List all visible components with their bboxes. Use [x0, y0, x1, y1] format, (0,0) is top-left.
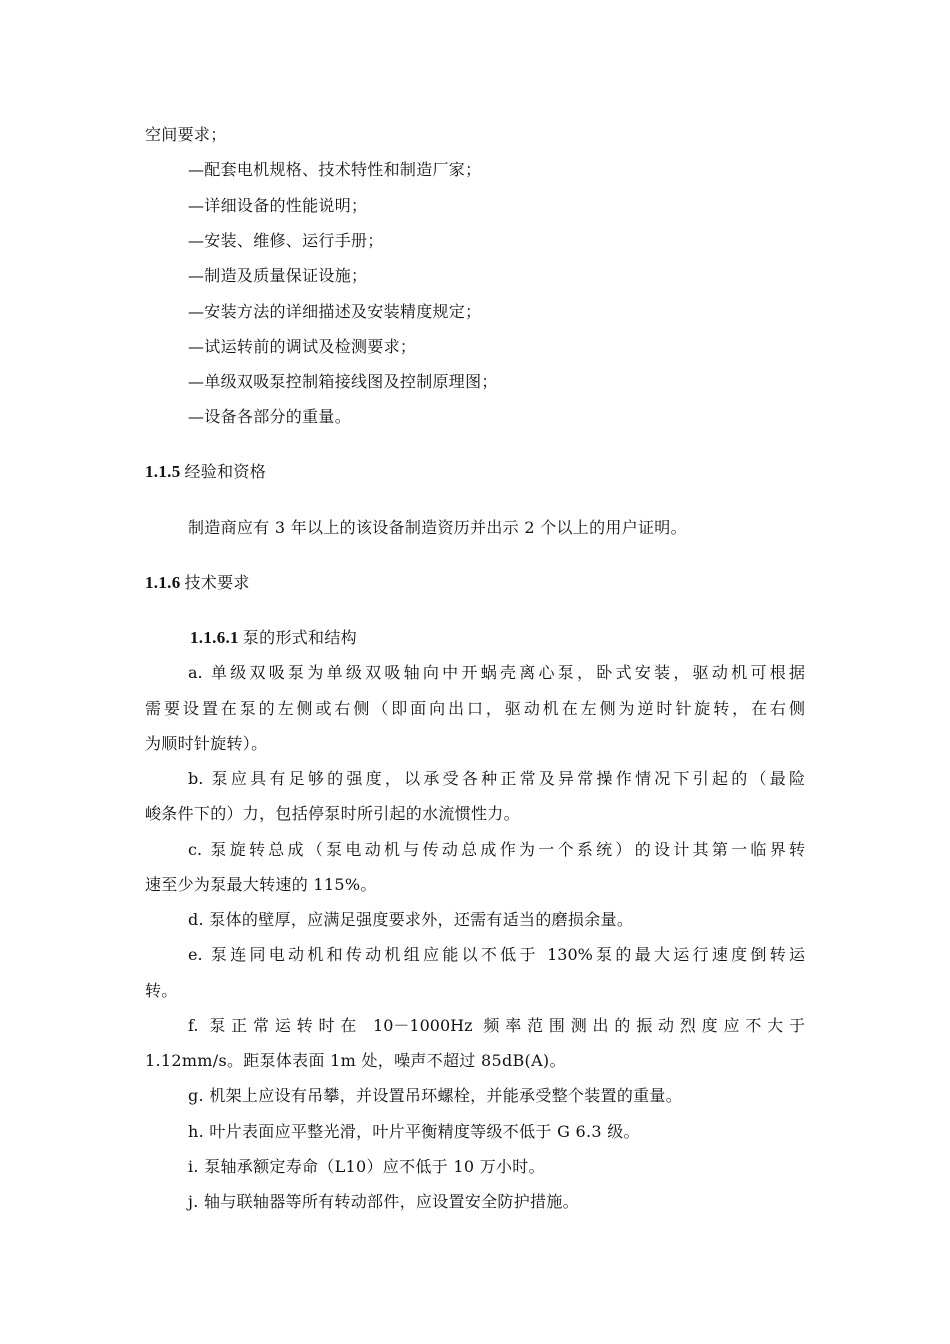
- section-number: 1.1.5: [145, 462, 181, 481]
- item-c-line2: 速至少为泵最大转速的 115%。: [145, 875, 377, 894]
- item-f-line2: 1.12mm/s。距泵体表面 1m 处，噪声不超过 85dB(A)。: [145, 1051, 566, 1070]
- list-item: —安装、维修、运行手册；: [188, 231, 384, 250]
- item-a-line1: a. 单级双吸泵为单级双吸轴向中开蜗壳离心泵，卧式安装，驱动机可根据: [188, 663, 805, 682]
- list-item: —设备各部分的重量。: [188, 407, 352, 426]
- item-i: i. 泵轴承额定寿命（L10）应不低于 10 万小时。: [188, 1157, 545, 1176]
- list-item: —单级双吸泵控制箱接线图及控制原理图；: [188, 372, 498, 391]
- list-item: —试运转前的调试及检测要求；: [188, 337, 417, 356]
- item-e-line1: e. 泵连同电动机和传动机组应能以不低于 130%泵的最大运行速度倒转运: [188, 945, 805, 964]
- item-f-line1: f. 泵正常运转时在 10－1000Hz 频率范围测出的振动烈度应不大于: [188, 1016, 805, 1035]
- item-a-line3: 为顺时针旋转）。: [145, 734, 268, 753]
- list-item: —配套电机规格、技术特性和制造厂家；: [188, 160, 482, 179]
- item-c-line1: c. 泵旋转总成（泵电动机与传动总成作为一个系统）的设计其第一临界转: [188, 840, 805, 859]
- list-item: —详细设备的性能说明；: [188, 196, 368, 215]
- item-b-line1: b. 泵应具有足够的强度，以承受各种正常及异常操作情况下引起的（最险: [188, 769, 805, 788]
- item-e-line2: 转。: [145, 981, 178, 1000]
- item-g: g. 机架上应设有吊攀，并设置吊环螺栓，并能承受整个装置的重量。: [188, 1086, 683, 1105]
- item-j: j. 轴与联轴器等所有转动部件，应设置安全防护措施。: [188, 1192, 579, 1211]
- paragraph: 制造商应有 3 年以上的该设备制造资历并出示 2 个以上的用户证明。: [188, 518, 687, 537]
- item-b-line2: 峻条件下的）力，包括停泵时所引起的水流惯性力。: [145, 804, 520, 823]
- item-d: d. 泵体的壁厚，应满足强度要求外，还需有适当的磨损余量。: [188, 910, 634, 929]
- subsection-number: 1.1.6.1: [190, 628, 239, 647]
- section-title: 经验和资格: [184, 462, 267, 481]
- section-title: 技术要求: [184, 573, 250, 592]
- item-h: h. 叶片表面应平整光滑，叶片平衡精度等级不低于 G 6.3 级。: [188, 1122, 640, 1141]
- section-number: 1.1.6: [145, 573, 181, 592]
- list-item: —安装方法的详细描述及安装精度规定；: [188, 302, 482, 321]
- subsection-heading: [190, 628, 357, 648]
- list-item: —制造及质量保证设施；: [188, 266, 368, 285]
- section-heading: [145, 462, 266, 482]
- text-line: 空间要求；: [145, 125, 227, 144]
- subsection-title: 泵的形式和结构: [242, 628, 357, 647]
- section-heading: [145, 573, 250, 593]
- item-a-line2: 需要设置在泵的左侧或右侧（即面向出口，驱动机在左侧为逆时针旋转，在右侧: [145, 699, 805, 718]
